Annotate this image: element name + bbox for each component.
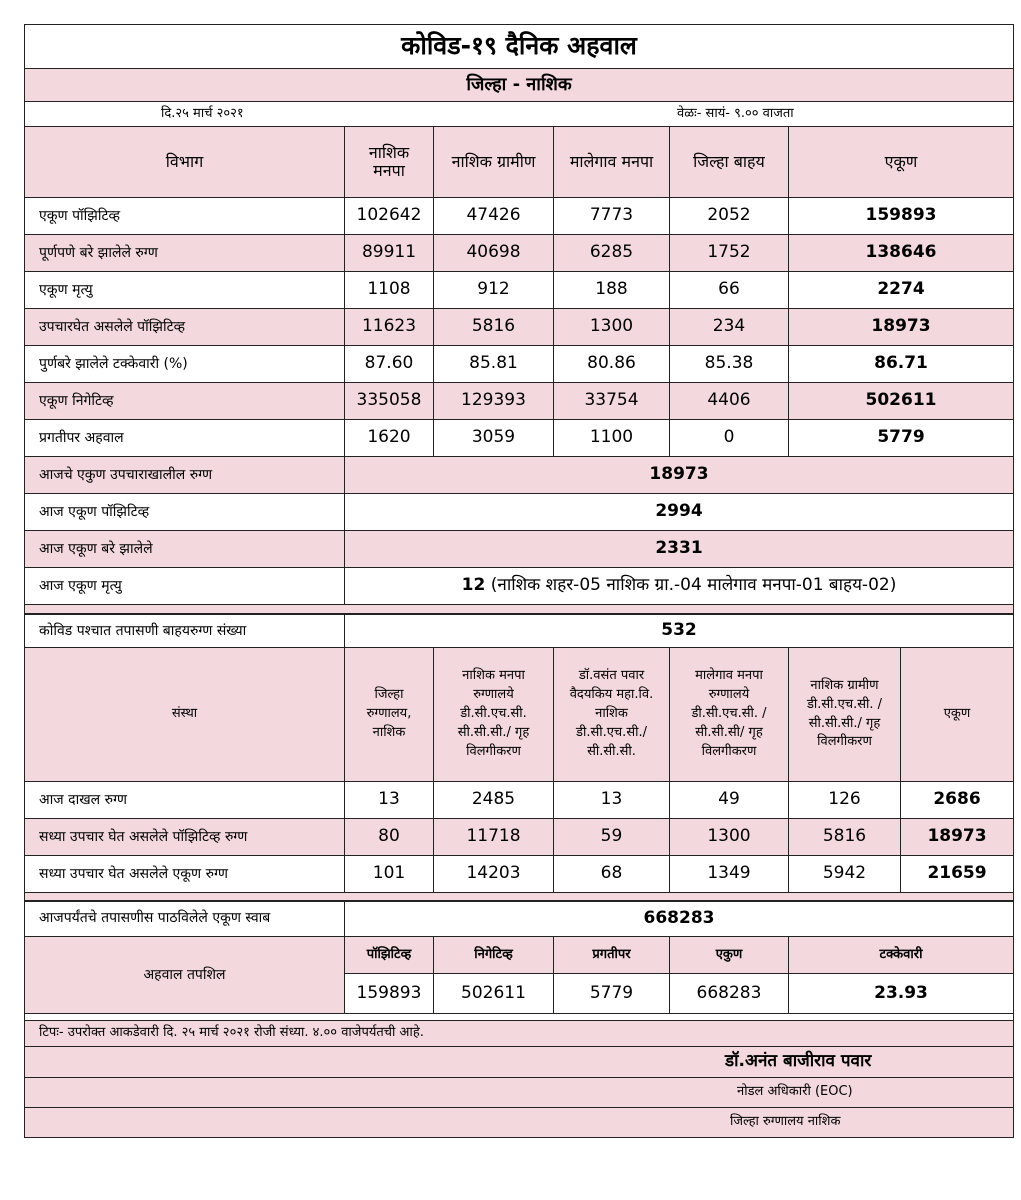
cell-value: 13 [345,782,434,819]
header-total: एकुण [670,937,789,974]
swab-report-table [24,900,1014,1138]
table-row [25,383,1014,420]
cell-total: 18973 [901,819,1014,856]
cell-value: 11718 [434,819,554,856]
cell-value: 0 [670,420,789,457]
cell-value: 5942 [789,856,901,893]
header-pending: प्रगतीपर [554,937,670,974]
cell-total: 5779 [789,420,1014,457]
table-header-row [25,127,1014,198]
row-label: एकूण मृत्यु [25,272,345,309]
swab-label: आजपर्यंतचे तपासणीस पाठविलेले एकूण स्वाब [25,901,345,937]
header-institution: संस्था [25,648,345,782]
swab-value: 668283 [345,901,1014,937]
header-total: एकूण [789,127,1014,198]
signatory-designation: नोडल अधिकारी (EOC) [25,1078,1014,1108]
cell-value: 49 [670,782,789,819]
report-time: वेळः- सायं- ९.०० वाजता [677,106,794,121]
cell-value: 1620 [345,420,434,457]
cell-value: 3059 [434,420,554,457]
cell-value: 126 [789,782,901,819]
cell-value: 6285 [554,235,670,272]
cell-value: 40698 [434,235,554,272]
deaths-row [25,568,1014,605]
cell-value: 5816 [789,819,901,856]
cell-value: 1300 [670,819,789,856]
cell-value: 101 [345,856,434,893]
cell-value: 66 [670,272,789,309]
cell-total: 86.71 [789,346,1014,383]
cell-value: 80 [345,819,434,856]
summary-value: 18973 [345,457,1014,494]
report-label: अहवाल तपशिल [25,937,345,1014]
header-district-hospital: जिल्हा रुग्णालय, नाशिक [345,648,434,782]
report-pending: 5779 [554,974,670,1014]
swab-row [25,901,1014,937]
table-row [25,346,1014,383]
report-header-row [25,937,1014,974]
header-vasant-pawar: डॉ.वसंत पवार वैदयकिय महा.वि. नाशिक डी.सी.एच.सी./ सी.सी.सी. [554,648,670,782]
cell-value: 85.81 [434,346,554,383]
cell-value: 14203 [434,856,554,893]
cell-total: 2686 [901,782,1014,819]
cell-value: 47426 [434,198,554,235]
row-label: प्रगतीपर अहवाल [25,420,345,457]
summary-label: आजचे एकुण उपचाराखालील रुग्ण [25,457,345,494]
row-label: सध्या उपचार घेत असलेले पॉझिटिव्ह रुग्ण [25,819,345,856]
row-label: सध्या उपचार घेत असलेले एकूण रुग्ण [25,856,345,893]
row-label: एकूण निगेटिव्ह [25,383,345,420]
cell-value: 2052 [670,198,789,235]
cell-value: 59 [554,819,670,856]
designation-row [25,1078,1014,1108]
table-row [25,198,1014,235]
header-positive: पॉझिटिव्ह [345,937,434,974]
page-title: कोविड-१९ दैनिक अहवाल [25,25,1014,69]
signatory-office: जिल्हा रुग्णालय नाशिक [25,1108,1014,1138]
table-row [25,420,1014,457]
institution-header-row [25,648,1014,782]
header-nashik-mnc: नाशिक मनपा [345,127,434,198]
table-row [25,235,1014,272]
cell-value: 7773 [554,198,670,235]
post-covid-value: 532 [345,615,1014,648]
cell-value: 85.38 [670,346,789,383]
cell-total: 138646 [789,235,1014,272]
row-label: उपचारघेत असलेले पॉझिटिव्ह [25,309,345,346]
cell-value: 1349 [670,856,789,893]
signatory-name: डॉ.अनंत बाजीराव पवार [25,1047,1014,1078]
cell-value: 89911 [345,235,434,272]
header-total: एकूण [901,648,1014,782]
cell-total: 2274 [789,272,1014,309]
report-date: दि.२५ मार्च २०२१ [161,106,244,121]
institution-table [24,614,1014,902]
report-percentage: 23.93 [789,974,1014,1014]
district-title: जिल्हा - नाशिक [25,69,1014,102]
office-row [25,1108,1014,1138]
report-total: 668283 [670,974,789,1014]
cell-value: 87.60 [345,346,434,383]
cell-value: 2485 [434,782,554,819]
header-percentage: टक्केवारी [789,937,1014,974]
cell-value: 1100 [554,420,670,457]
cell-total: 21659 [901,856,1014,893]
cell-value: 80.86 [554,346,670,383]
cell-value: 912 [434,272,554,309]
cell-value: 33754 [554,383,670,420]
covid-summary-table [24,24,1014,614]
deaths-value: 12 [461,575,486,596]
row-label: आज दाखल रुग्ण [25,782,345,819]
summary-label: आज एकूण पॉझिटिव्ह [25,494,345,531]
row-label: एकूण पॉझिटिव्ह [25,198,345,235]
summary-label: आज एकूण बरे झालेले [25,531,345,568]
cell-value: 129393 [434,383,554,420]
header-nmc-hospitals: नाशिक मनपा रुग्णालये डी.सी.एच.सी. सी.सी.सी./ गृह विलगीकरण [434,648,554,782]
cell-total: 502611 [789,383,1014,420]
cell-total: 18973 [789,309,1014,346]
deaths-label: आज एकूण मृत्यु [25,568,345,605]
table-row [25,782,1014,819]
header-malegaon-mnc: मालेगाव मनपा [554,127,670,198]
summary-row [25,531,1014,568]
table-row [25,819,1014,856]
spacer-row [25,605,1014,614]
cell-value: 1300 [554,309,670,346]
header-department: विभाग [25,127,345,198]
summary-row [25,457,1014,494]
cell-value: 68 [554,856,670,893]
cell-value: 234 [670,309,789,346]
header-outside-district: जिल्हा बाहय [670,127,789,198]
cell-value: 1108 [345,272,434,309]
header-nashik-rural: नाशिक ग्रामीण डी.सी.एच.सी. /सी.सी.सी./ गृह विलगीकरण [789,648,901,782]
post-covid-label: कोविड पश्चात तपासणी बाहयरुग्ण संख्या [25,615,345,648]
cell-value: 188 [554,272,670,309]
post-covid-row [25,615,1014,648]
summary-row [25,494,1014,531]
header-malegaon-hospitals: मालेगाव मनपा रुग्णालये डी.सी.एच.सी. /सी.सी.सी/ गृह विलगीकरण [670,648,789,782]
summary-value: 2994 [345,494,1014,531]
header-negative: निगेटिव्ह [434,937,554,974]
note-row [25,1021,1014,1047]
cell-value: 13 [554,782,670,819]
table-row [25,309,1014,346]
cell-value: 4406 [670,383,789,420]
summary-value: 2331 [345,531,1014,568]
header-nashik-rural: नाशिक ग्रामीण [434,127,554,198]
report-negative: 502611 [434,974,554,1014]
cell-value: 335058 [345,383,434,420]
cell-value: 102642 [345,198,434,235]
footnote: टिपः- उपरोक्त आकडेवारी दि. २५ मार्च २०२१ रोजी संध्या. ४.०० वाजेपर्यतची आहे. [25,1021,1014,1047]
row-label: पूर्णपणे बरे झालेले रुग्ण [25,235,345,272]
deaths-cell [345,568,1014,605]
table-row [25,272,1014,309]
spacer-row [25,1014,1014,1021]
cell-value: 1752 [670,235,789,272]
signature-row [25,1047,1014,1078]
cell-total: 159893 [789,198,1014,235]
report-positive: 159893 [345,974,434,1014]
cell-value: 5816 [434,309,554,346]
row-label: पुर्णबरे झालेले टक्केवारी (%) [25,346,345,383]
deaths-detail: (नाशिक शहर-05 नाशिक ग्रा.-04 मालेगाव मनपा-01 बाहय-02) [490,575,897,596]
table-row [25,856,1014,893]
date-time-row [25,102,1014,127]
cell-value: 11623 [345,309,434,346]
